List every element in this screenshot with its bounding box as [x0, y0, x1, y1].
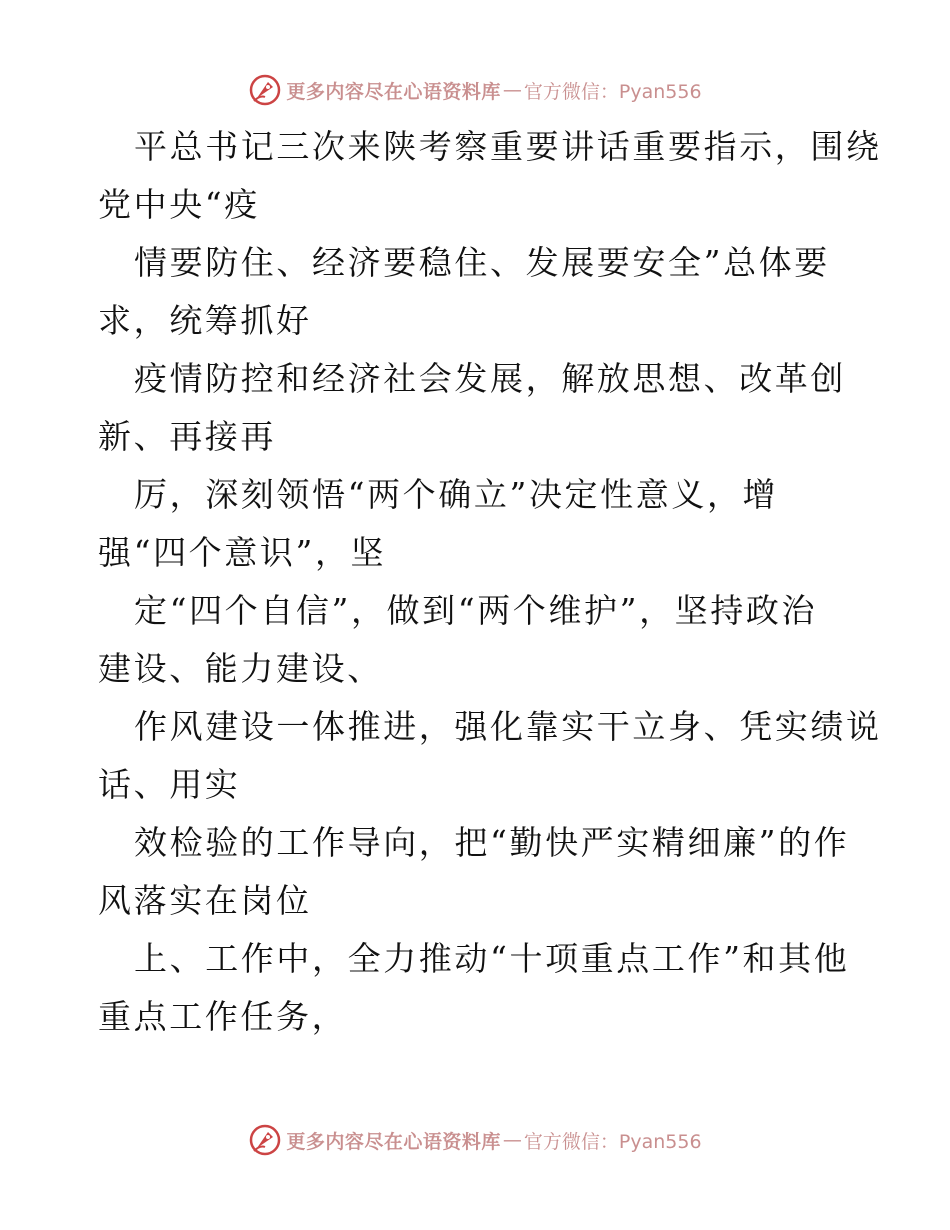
body-line: 疫情防控和经济社会发展，解放思想、改革创	[134, 359, 846, 398]
body-line: 情要防住、经济要稳住、发展要安全”总体要	[134, 243, 830, 282]
body-line: 重点工作任务，	[98, 997, 348, 1036]
body-line: 求，统筹抓好	[98, 301, 312, 340]
header-watermark	[0, 70, 950, 110]
body-line: 厉，深刻领悟“两个确立”决定性意义，增	[134, 475, 779, 514]
watermark-dash: —	[502, 1129, 522, 1151]
body-line: 建设、能力建设、	[98, 649, 383, 688]
pen-nib-logo-icon	[248, 73, 282, 107]
body-line: 强“四个意识”，坚	[98, 533, 387, 572]
body-line: 平总书记三次来陕考察重要讲话重要指示，围绕	[134, 127, 882, 166]
body-line: 上、工作中，全力推动“十项重点工作”和其他	[134, 939, 850, 978]
watermark-contact: 官方微信：Pyan556	[523, 80, 702, 103]
body-line: 风落实在岗位	[98, 881, 312, 920]
document-body	[98, 118, 882, 1046]
watermark-contact: 官方微信：Pyan556	[523, 1130, 702, 1153]
body-line: 话、用实	[98, 765, 241, 804]
body-line: 定“四个自信”，做到“两个维护”，坚持政治	[134, 591, 818, 630]
body-line: 党中央“疫	[98, 185, 260, 224]
watermark-dash: —	[502, 79, 522, 101]
watermark-text: 更多内容尽在心语资料库	[286, 1130, 501, 1153]
watermark-text: 更多内容尽在心语资料库	[286, 80, 501, 103]
body-line: 效检验的工作导向，把“勤快严实精细廉”的作	[134, 823, 850, 862]
body-line: 作风建设一体推进，强化靠实干立身、凭实绩说	[134, 707, 882, 746]
pen-nib-logo-icon	[248, 1123, 282, 1157]
body-line: 新、再接再	[98, 417, 276, 456]
footer-watermark	[0, 1120, 950, 1160]
